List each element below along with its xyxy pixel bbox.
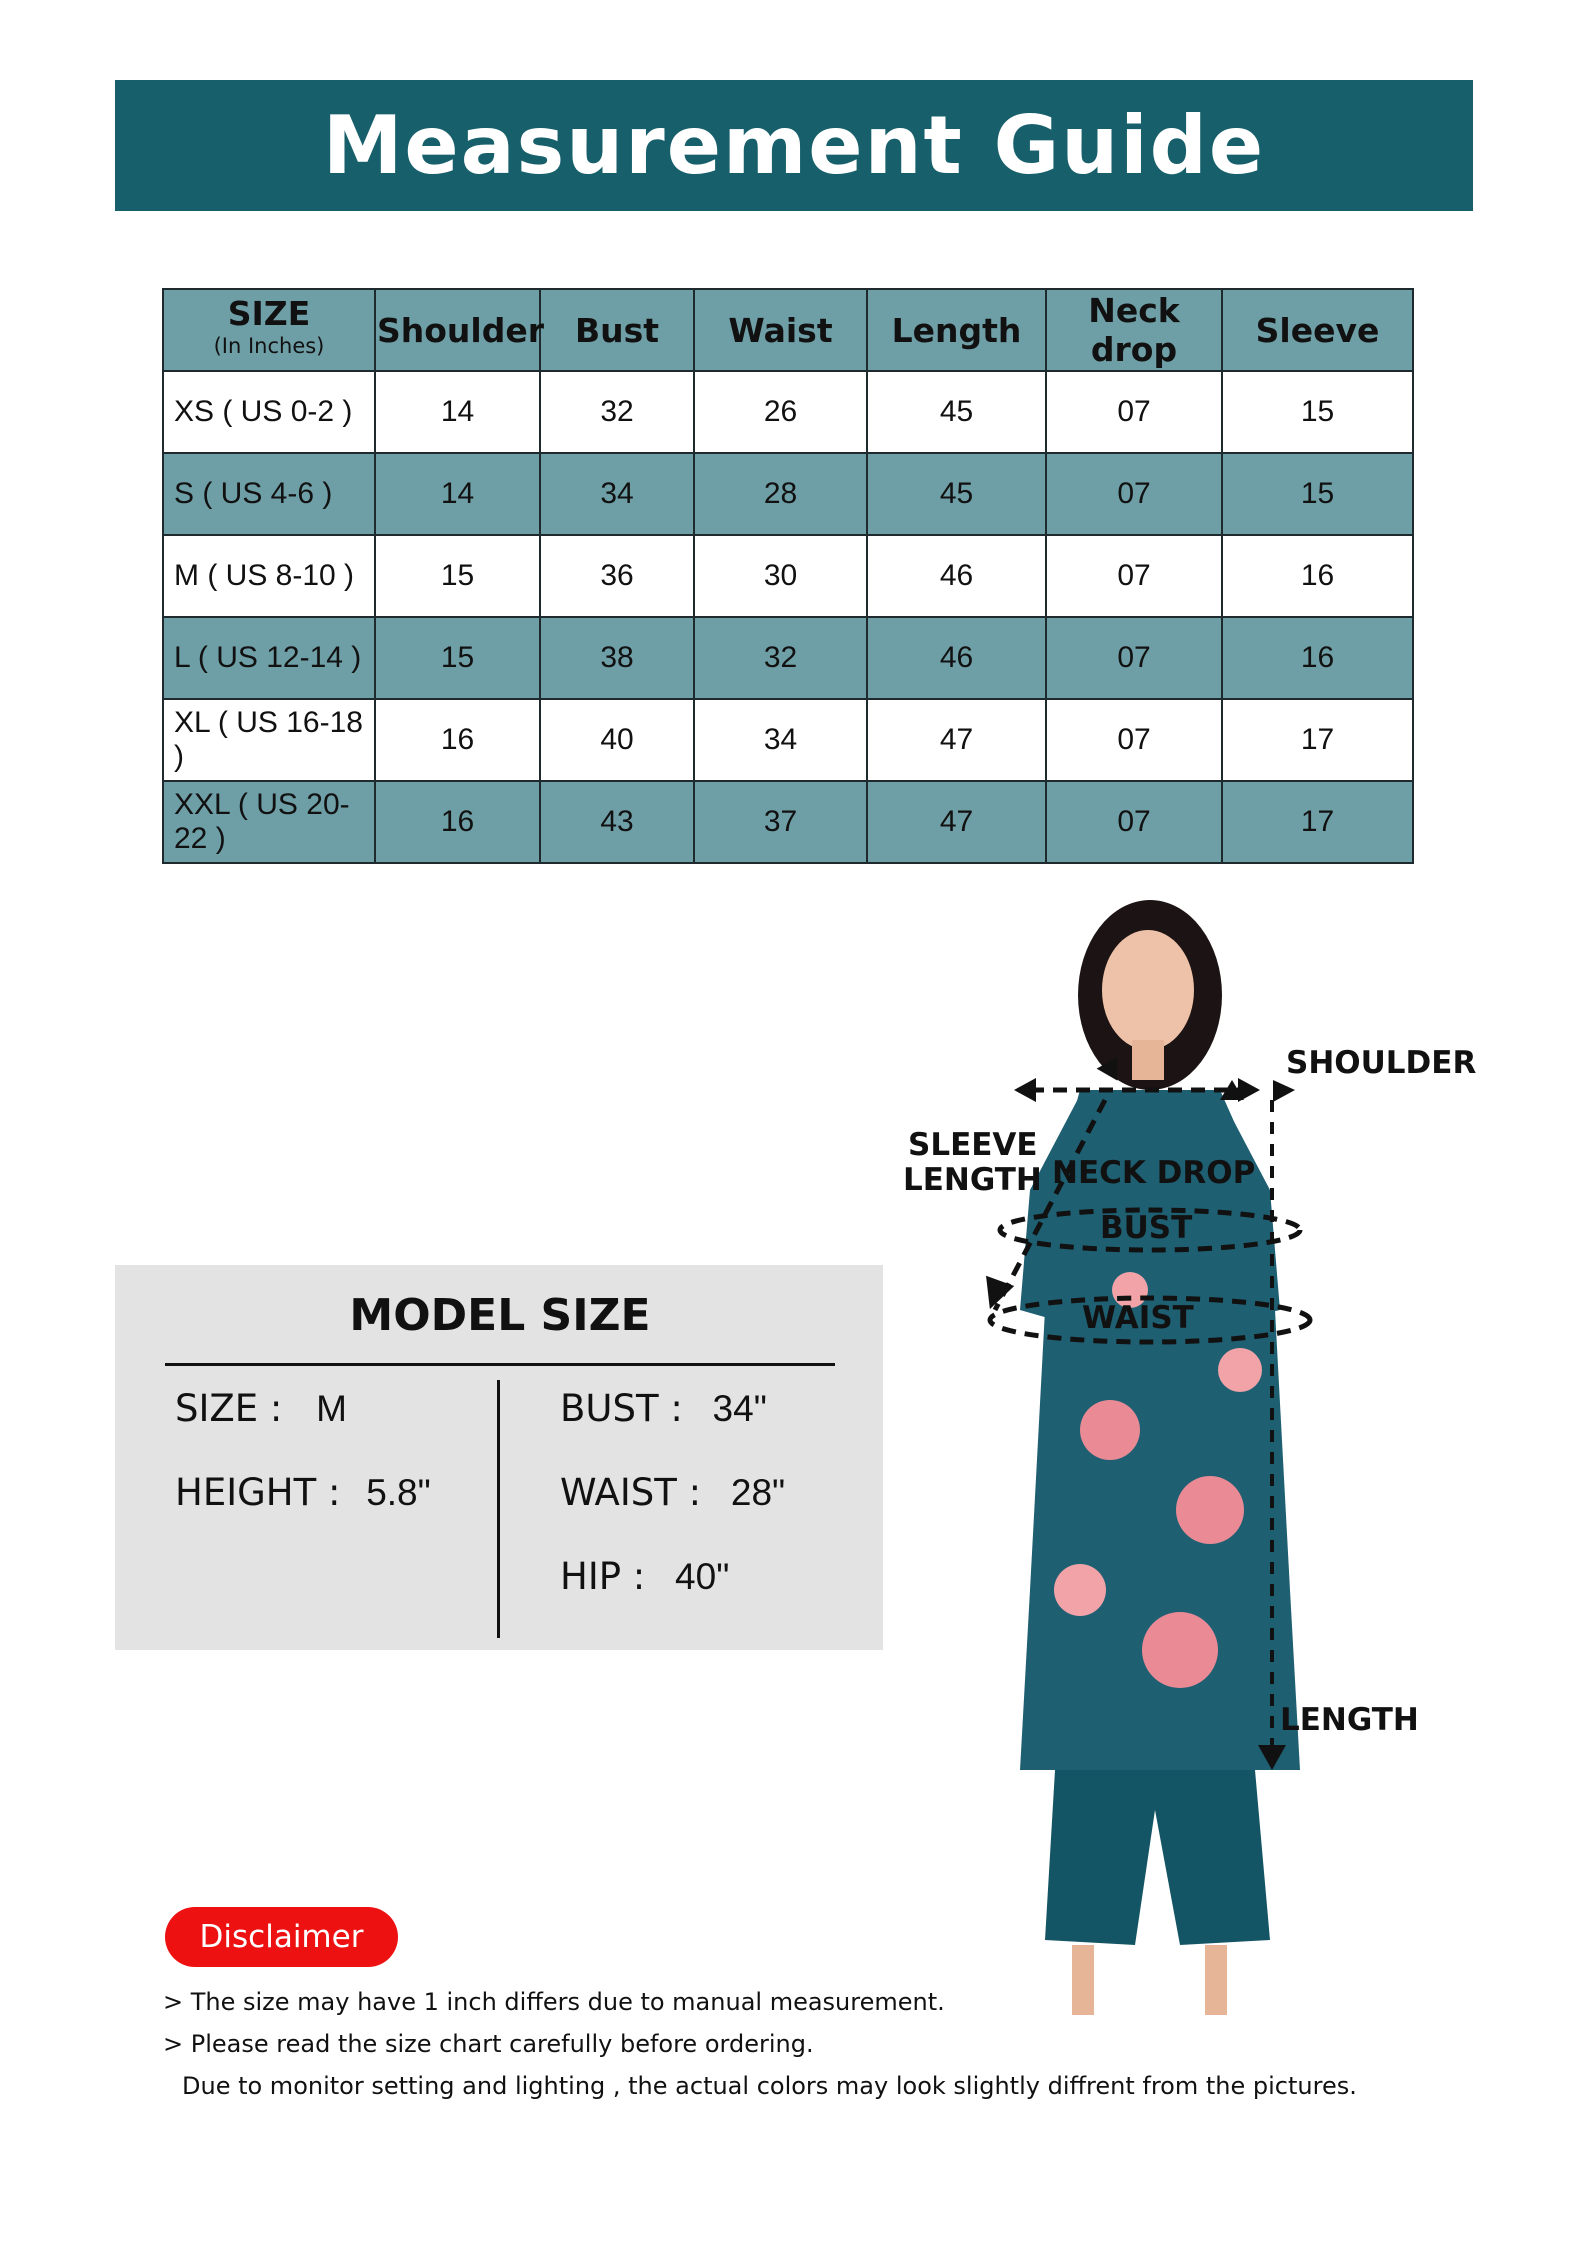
neck-drop-cell: 07 xyxy=(1046,699,1222,781)
label-neck-drop: NECK DROP xyxy=(1052,1155,1256,1191)
disclaimer-note-3: Due to monitor setting and lighting , the actual colors may look slightly diffrent from the pictures. xyxy=(182,2072,1357,2100)
disclaimer-note-1: > The size may have 1 inch differs due to manual measurement. xyxy=(163,1988,945,2016)
model-height-row xyxy=(175,1471,431,1514)
size-cell: M ( US 8-10 ) xyxy=(163,535,375,617)
model-bust-label: BUST : xyxy=(560,1387,683,1430)
label-waist: WAIST xyxy=(1082,1300,1194,1336)
size-unit-note: (In Inches) xyxy=(213,334,325,358)
page-title: Measurement Guide xyxy=(322,99,1266,192)
waist-cell: 34 xyxy=(694,699,867,781)
bust-cell: 32 xyxy=(540,371,694,453)
column-header-size: SIZE (In Inches) xyxy=(163,289,375,371)
shoulder-cell: 15 xyxy=(375,535,540,617)
model-size-panel xyxy=(115,1265,883,1650)
column-header-shoulder: Shoulder xyxy=(375,289,540,371)
waist-cell: 26 xyxy=(694,371,867,453)
model-height-value: 5.8" xyxy=(366,1472,431,1513)
neck-drop-cell: 07 xyxy=(1046,617,1222,699)
bust-cell: 40 xyxy=(540,699,694,781)
neck-drop-cell: 07 xyxy=(1046,453,1222,535)
length-cell: 45 xyxy=(867,453,1046,535)
neck-drop-cell: 07 xyxy=(1046,371,1222,453)
shoulder-cell: 16 xyxy=(375,699,540,781)
sleeve-cell: 16 xyxy=(1222,535,1413,617)
size-cell: XS ( US 0-2 ) xyxy=(163,371,375,453)
shoulder-cell: 14 xyxy=(375,453,540,535)
neck-drop-cell: 07 xyxy=(1046,781,1222,863)
size-cell: L ( US 12-14 ) xyxy=(163,617,375,699)
size-cell: S ( US 4-6 ) xyxy=(163,453,375,535)
model-title-divider xyxy=(165,1363,835,1366)
label-shoulder: SHOULDER xyxy=(1286,1045,1477,1081)
size-chart-table xyxy=(162,288,1414,864)
model-waist-label: WAIST : xyxy=(560,1471,702,1514)
column-header-bust: Bust xyxy=(540,289,694,371)
sleeve-cell: 16 xyxy=(1222,617,1413,699)
label-sleeve-line1: SLEEVE xyxy=(908,1127,1038,1163)
disclaimer-note-2: > Please read the size chart carefully before ordering. xyxy=(163,2030,814,2058)
table-row xyxy=(163,371,1413,453)
column-header-waist: Waist xyxy=(694,289,867,371)
bust-cell: 36 xyxy=(540,535,694,617)
waist-cell: 30 xyxy=(694,535,867,617)
size-cell: XL ( US 16-18 ) xyxy=(163,699,375,781)
model-size-row xyxy=(175,1387,347,1430)
bust-cell: 43 xyxy=(540,781,694,863)
length-cell: 46 xyxy=(867,535,1046,617)
bust-cell: 38 xyxy=(540,617,694,699)
sleeve-cell: 15 xyxy=(1222,371,1413,453)
size-cell: XXL ( US 20-22 ) xyxy=(163,781,375,863)
model-size-value: M xyxy=(316,1388,347,1429)
model-bust-value: 34" xyxy=(712,1388,767,1429)
model-waist-value: 28" xyxy=(730,1472,786,1513)
header-banner xyxy=(115,80,1473,211)
neck-drop-cell: 07 xyxy=(1046,535,1222,617)
length-cell: 47 xyxy=(867,699,1046,781)
shoulder-cell: 15 xyxy=(375,617,540,699)
waist-cell: 37 xyxy=(694,781,867,863)
sleeve-cell: 15 xyxy=(1222,453,1413,535)
label-length: LENGTH xyxy=(1280,1702,1419,1738)
length-cell: 45 xyxy=(867,371,1046,453)
table-row xyxy=(163,617,1413,699)
disclaimer-badge: Disclaimer xyxy=(165,1907,398,1967)
table-row xyxy=(163,699,1413,781)
bust-cell: 34 xyxy=(540,453,694,535)
table-row xyxy=(163,453,1413,535)
model-hip-row xyxy=(560,1555,729,1598)
model-size-label: SIZE : xyxy=(175,1387,283,1430)
model-waist-row xyxy=(560,1471,785,1514)
length-cell: 47 xyxy=(867,781,1046,863)
label-bust: BUST xyxy=(1100,1210,1193,1246)
shoulder-cell: 14 xyxy=(375,371,540,453)
table-row xyxy=(163,535,1413,617)
column-header-length: Length xyxy=(867,289,1046,371)
model-column-divider xyxy=(497,1380,500,1638)
sleeve-cell: 17 xyxy=(1222,699,1413,781)
model-height-label: HEIGHT : xyxy=(175,1471,341,1514)
column-header-sleeve: Sleeve xyxy=(1222,289,1413,371)
model-size-title: MODEL SIZE xyxy=(349,1290,651,1341)
waist-cell: 32 xyxy=(694,617,867,699)
table-row xyxy=(163,781,1413,863)
shoulder-cell: 16 xyxy=(375,781,540,863)
label-sleeve-line2: LENGTH xyxy=(903,1162,1042,1198)
column-header-neck-drop: Neck drop xyxy=(1046,289,1222,371)
sleeve-cell: 17 xyxy=(1222,781,1413,863)
table-header-row xyxy=(163,289,1413,371)
waist-cell: 28 xyxy=(694,453,867,535)
model-hip-label: HIP : xyxy=(560,1555,646,1598)
model-hip-value: 40" xyxy=(675,1556,730,1597)
length-cell: 46 xyxy=(867,617,1046,699)
model-bust-row xyxy=(560,1387,767,1430)
